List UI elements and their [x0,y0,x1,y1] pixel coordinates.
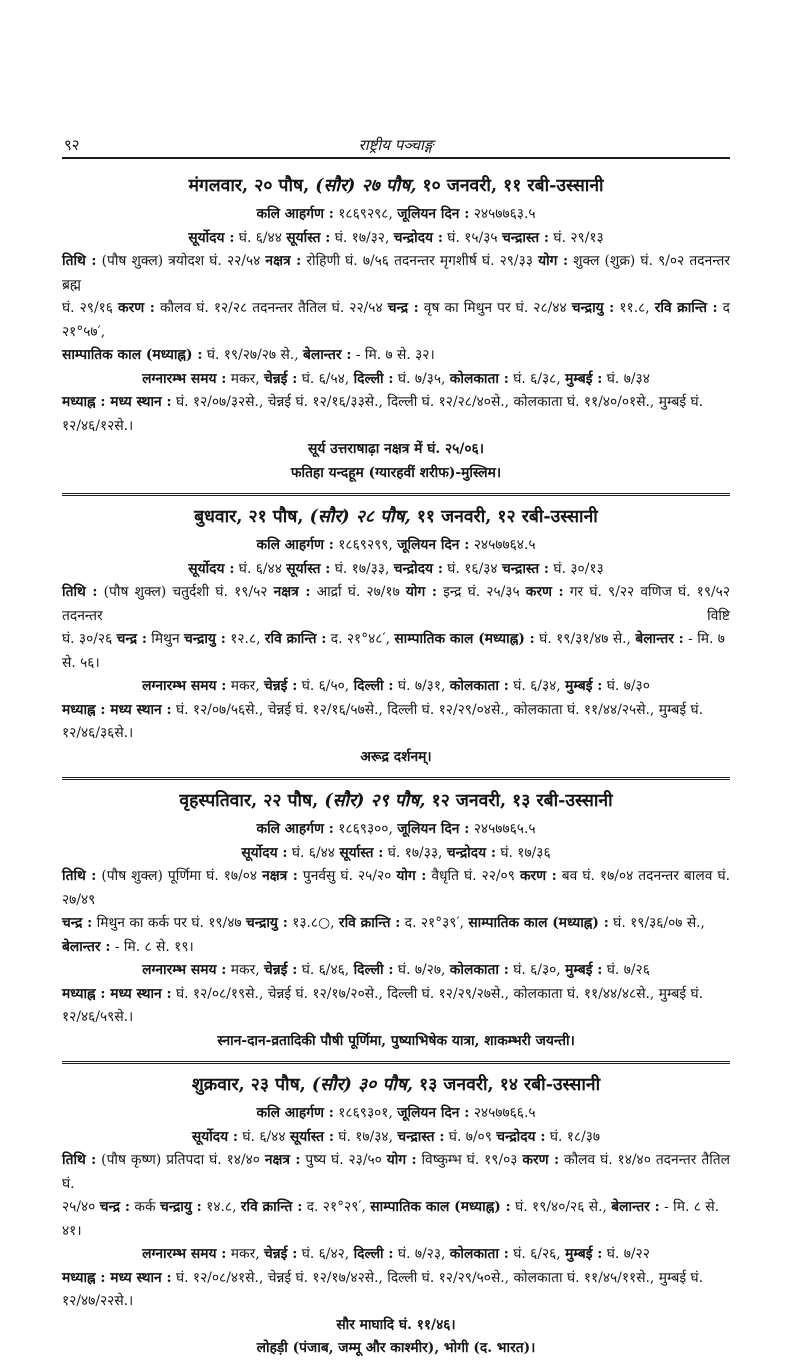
tithi-line: साम्पातिक काल (मध्याह्न) : घं. १९/२७/२७ से., बेलान्तर : - मि. ७ से. ३२। [62,347,435,363]
lagna-line: लग्नारम्भ समय : मकर, चेन्नई : घं. ६/४६, दिल्ली : घं. ७/२७, कोलकाता : घं. ६/३०, मुम्बई : घं. ७/२६ [142,962,650,978]
sunrise-sunset-line: सूर्योदय : घं. ६/४४ सूर्यास्त : घं. १७/३२, चन्द्रोदय : घं. १५/३५ चन्द्रास्त : घं. २९/१३ [188,229,604,246]
entry-separator [62,1061,730,1064]
page-number: ९२ [64,136,80,154]
lagna-line: लग्नारम्भ समय : मकर, चेन्नई : घं. ६/५४, दिल्ली : घं. ७/३५, कोलकाता : घं. ६/३८, मुम्बई : घं. ७/३४ [142,370,650,387]
note-line: स्नान-दान-व्रतादिकी पौषी पूर्णिमा, पुष्याभिषेक यात्रा, शाकम्भरी जयन्ती। [217,1032,575,1049]
lagna-line: लग्नारम्भ समय : मकर, चेन्नई : घं. ६/४२, दिल्ली : घं. ७/२३, कोलकाता : घं. ६/२६, मुम्बई : घं. ७/२२ [142,1246,650,1262]
tithi-line: घं. २९/१६ करण : कौलव घं. १२/२८ तदनन्तर तैतिल घं. २२/५४ चन्द्र : वृष का मिथुन पर घं. २८/४४ चन्द्रायु : ११.८, रवि क्रान्ति : द २१°५७′, [62,300,730,340]
lagna-line: लग्नारम्भ समय : मकर, चेन्नई : घं. ६/५०, दिल्ली : घं. ७/३१, कोलकाता : घं. ६/३४, मुम्बई : घं. ७/३० [142,678,650,694]
tithi-line: तिथि : (पौष शुक्ल) त्रयोदश घं. २२/५४ नक्षत्र : रोहिणी घं. ७/५६ तदनन्तर मृगशीर्ष घं. २९/३३ योग : शुक्ल (शुक्र) घं. ९/०२ तदनन्तर ब्रह्म [62,253,730,293]
tithi-line: तिथि : (पौष कृष्ण) प्रतिपदा घं. १४/४० नक्षत्र : पुष्य घं. २३/५० योग : विष्कुम्भ घं. १९/०३ करण : कौलव घं. १४/४० तदनन्तर तैतिल घं. [62,1152,731,1192]
tithi-line: घं. ३०/२६ चन्द्र : मिथुन चन्द्रायु : १२.८, रवि क्रान्ति : द. २१°४८′, साम्पातिक काल (मध्याह्न) : घं. १९/३१/४७ से., बेलान्तर : - मि. ७ से. ५६। [62,631,725,671]
tithi-line: तिथि : (पौष शुक्ल) चतुर्दशी घं. १९/५२ नक्षत्र : आर्द्रा घं. २७/१७ योग : इन्द्र घं. २५/३५ करण : गर घं. ९/२२ वणिज घं. १९/५२ तदनन्तर विष्टि [62,584,730,624]
tithi-line: २५/४० चन्द्र : कर्क चन्द्रायु : १४.८, रवि क्रान्ति : द. २१°२९′, साम्पातिक काल (मध्याह्न) : घं. १९/४०/२६ से., बेलान्तर : - मि. ८ से. ४१। [62,1199,720,1239]
note-line: अरूद्र दर्शनम्। [360,748,432,765]
tithi-line: चन्द्र : मिथुन का कर्क पर घं. १९/४७ चन्द्रायु : १३.८○, रवि क्रान्ति : द. २१°३९′, साम्पातिक काल (मध्याह्न) : घं. १९/३६/०७ से., बेलान्तर : - मि. ८ से. १९। [62,915,705,955]
page-header [62,135,730,159]
entry-title: शुक्रवार, २३ पौष, (सौर) ३० पौष, १३ जनवरी, १४ रबी-उस्सानी [191,1075,601,1095]
entry-title: बुधवार, २१ पौष, (सौर) २८ पौष, ११ जनवरी, १२ रबी-उस्सानी [194,507,598,527]
kali-ahargana-line: कलि आहर्गण : १८६९३००, जूलियन दिन : २४५७७६५.५ [256,821,536,837]
day-entry-thursday [62,787,730,1053]
day-entry-tuesday [62,172,730,485]
madhyahna-line: मध्याह्न : मध्य स्थान : घं. १२/०८/१९से., चेन्नई घं. १२/१७/२०से., दिल्ली घं. १२/२९/२७से., कोलकाता घं. ११/४४/४८से., मुम्बई घं. १२/४६/५९से.। [62,985,704,1025]
sunrise-sunset-line: सूर्योदय : घं. ६/४४ सूर्यास्त : घं. १७/३३, चन्द्रोदय : घं. १६/३४ चन्द्रास्त : घं. ३०/१३ [188,560,604,577]
kali-ahargana-line: कलि आहर्गण : १८६९२९८, जूलियन दिन : २४५७७६३.५ [256,206,536,222]
madhyahna-line: मध्याह्न : मध्य स्थान : घं. १२/०७/३२से., चेन्नई घं. १२/१६/३३से., दिल्ली घं. १२/२८/४०से., कोलकाता घं. ११/४०/०१से., मुम्बई घं. १२/४६/१२से.। [62,394,704,434]
sunrise-sunset-line: सूर्योदय : घं. ६/४४ सूर्यास्त : घं. १७/३४, चन्द्रास्त : घं. ७/०९ चन्द्रोदय : घं. १८/३७ [191,1128,601,1145]
sunrise-sunset-line: सूर्योदय : घं. ६/४४ सूर्यास्त : घं. १७/३३, चन्द्रोदय : घं. १७/३६ [241,844,551,861]
madhyahna-line: मध्याह्न : मध्य स्थान : घं. १२/०८/४१से., चेन्नई घं. १२/१७/४२से., दिल्ली घं. १२/२९/५०से., कोलकाता घं. ११/४५/११से., मुम्बई घं. १२/४७/२२से.। [62,1269,704,1309]
madhyahna-line: मध्याह्न : मध्य स्थान : घं. १२/०७/५६से., चेन्नई घं. १२/१६/५७से., दिल्ली घं. १२/२९/०४से., कोलकाता घं. ११/४४/२५से., मुम्बई घं. १२/४६/३६से.। [62,701,704,741]
page-title: राष्ट्रीय पञ्चाङ्ग [358,136,434,154]
note-line: सूर्य उत्तराषाढ़ा नक्षत्र में घं. २५/०६। [308,441,484,457]
kali-ahargana-line: कलि आहर्गण : १८६९३०१, जूलियन दिन : २४५७७६६.५ [256,1105,536,1121]
entry-title: मंगलवार, २० पौष, (सौर) २७ पौष, १० जनवरी, ११ रबी-उस्सानी [188,176,604,196]
tithi-line: तिथि : (पौष शुक्ल) पूर्णिमा घं. १७/०४ नक्षत्र : पुनर्वसु घं. २५/२० योग : वैधृति घं. २२/०९ करण : बव घं. १७/०४ तदनन्तर बालव घं. २७/४९ [62,868,730,908]
note-line: फतिहा यन्दहूम (ग्यारहवीं शरीफ)-मुस्लिम। [290,464,502,481]
entry-title: वृहस्पतिवार, २२ पौष, (सौर) २९ पौष, १२ जनवरी, १३ रबी-उस्सानी [179,791,613,811]
note-line: सौर माघादि घं. ११/४६। [336,1316,456,1333]
note-line: लोहड़ी (पंजाब, जम्मू और काश्मीर), भोगी (द. भारत)। [256,1340,536,1356]
entry-separator [62,493,730,496]
kali-ahargana-line: कलि आहर्गण : १८६९२९९, जूलियन दिन : २४५७७६४.५ [256,537,536,553]
day-entry-wednesday [62,503,730,769]
day-entry-friday [62,1071,730,1361]
entry-separator [62,777,730,780]
